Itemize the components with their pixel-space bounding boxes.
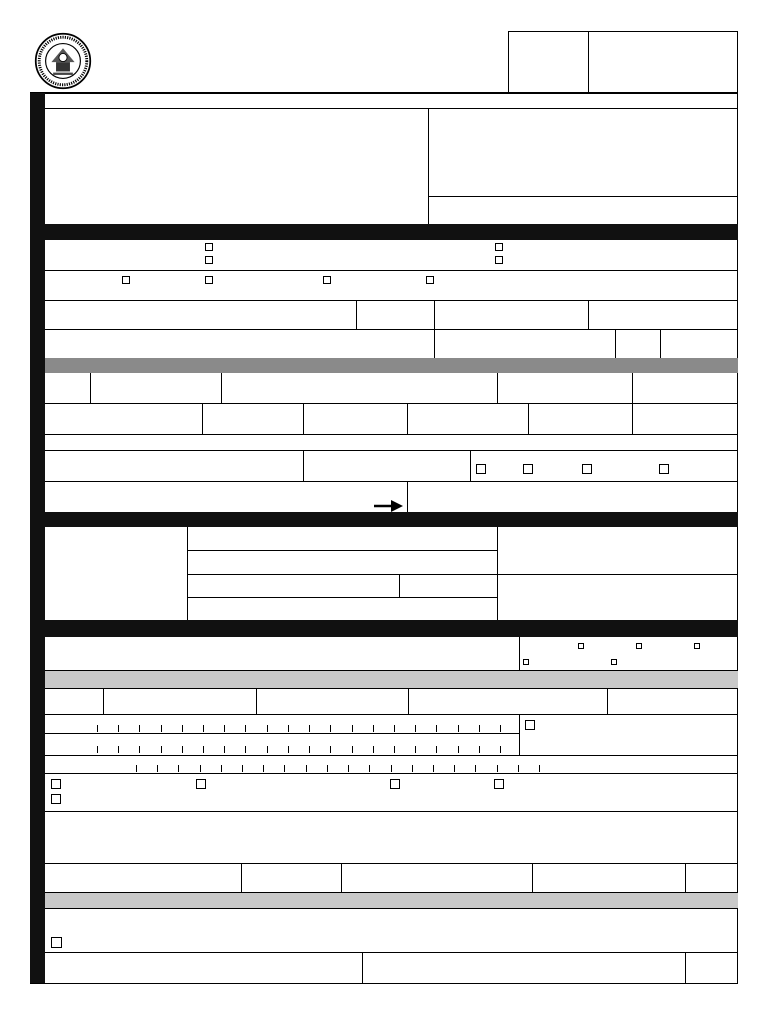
s2-rule-5 — [45, 434, 738, 435]
comb-tick — [245, 725, 246, 732]
s2-col — [303, 450, 304, 481]
checkbox[interactable] — [525, 720, 535, 730]
s1-rule-2 — [428, 196, 738, 197]
comb-tick — [157, 765, 158, 772]
s3-rule — [187, 550, 497, 551]
top-box-divider — [588, 31, 589, 93]
top-box-left — [508, 31, 509, 93]
s2-col — [407, 403, 408, 435]
comb-tick — [415, 746, 416, 753]
comb-tick — [263, 765, 264, 772]
s2-col — [588, 300, 589, 330]
s4-rule — [45, 811, 738, 812]
s4-col — [519, 714, 520, 755]
s2-col — [470, 450, 471, 481]
s2-col — [202, 403, 203, 435]
s4-col — [519, 637, 520, 671]
comb-tick — [327, 765, 328, 772]
s4-col — [685, 863, 686, 892]
comb-tick — [391, 765, 392, 772]
s4-rule — [45, 863, 738, 864]
s4-rule — [45, 755, 738, 756]
comb-tick — [97, 746, 98, 753]
checkbox[interactable] — [494, 779, 504, 789]
s4-col — [241, 863, 242, 892]
comb-tick — [454, 765, 455, 772]
s2-col — [615, 329, 616, 358]
s4-rule — [45, 733, 519, 734]
comb-tick — [369, 765, 370, 772]
comb-tick — [412, 765, 413, 772]
checkbox[interactable] — [476, 464, 486, 474]
comb-tick — [352, 725, 353, 732]
s4-col — [362, 952, 363, 984]
comb-tick — [267, 746, 268, 753]
top-box-right — [737, 31, 738, 93]
s4-col — [607, 689, 608, 714]
comb-tick — [161, 725, 162, 732]
comb-tick — [118, 746, 119, 753]
comb-tick — [245, 746, 246, 753]
checkbox[interactable] — [122, 276, 130, 284]
checkbox[interactable] — [636, 643, 642, 649]
top-box-top — [508, 31, 738, 32]
comb-tick — [500, 725, 501, 732]
comb-tick — [497, 765, 498, 772]
s2-col — [528, 403, 529, 435]
comb-tick — [373, 746, 374, 753]
comb-tick — [182, 725, 183, 732]
comb-tick — [458, 725, 459, 732]
s2-rule-7 — [45, 481, 738, 482]
comb-tick — [348, 765, 349, 772]
checkbox[interactable] — [390, 779, 400, 789]
comb-tick — [394, 725, 395, 732]
checkbox[interactable] — [205, 243, 213, 251]
s2-col — [221, 373, 222, 404]
s4-col — [532, 863, 533, 892]
s2-col — [632, 403, 633, 435]
comb-tick — [415, 725, 416, 732]
s2-rule-3 — [45, 329, 738, 330]
checkbox[interactable] — [51, 937, 62, 948]
checkbox[interactable] — [578, 643, 584, 649]
comb-tick — [394, 746, 395, 753]
comb-tick — [436, 746, 437, 753]
s4-col — [685, 952, 686, 984]
comb-tick — [436, 725, 437, 732]
comb-tick — [306, 765, 307, 772]
checkbox[interactable] — [51, 794, 61, 804]
s4-col — [408, 689, 409, 714]
checkbox[interactable] — [659, 464, 669, 474]
checkbox[interactable] — [426, 276, 434, 284]
checkbox[interactable] — [582, 464, 592, 474]
form-bottom-rule — [30, 983, 738, 984]
comb-tick — [139, 746, 140, 753]
comb-tick — [330, 746, 331, 753]
comb-tick — [309, 746, 310, 753]
comb-tick — [178, 765, 179, 772]
comb-tick — [500, 746, 501, 753]
s4-col — [341, 863, 342, 892]
comb-tick — [479, 746, 480, 753]
s3-col — [399, 574, 400, 597]
comb-tick — [221, 765, 222, 772]
s4-col — [256, 689, 257, 714]
comb-tick — [97, 725, 98, 732]
s3-rule — [187, 574, 738, 575]
comb-tick — [224, 725, 225, 732]
comb-tick — [309, 725, 310, 732]
s2-rule-1 — [45, 270, 738, 271]
comb-tick — [288, 725, 289, 732]
s4-light-subheader — [45, 670, 738, 689]
checkbox[interactable] — [523, 659, 529, 665]
comb-tick — [182, 746, 183, 753]
checkbox[interactable] — [51, 779, 61, 789]
comb-tick — [479, 725, 480, 732]
s4-rule — [45, 952, 738, 953]
s4-col — [103, 689, 104, 714]
checkbox[interactable] — [694, 643, 700, 649]
checkbox[interactable] — [495, 256, 503, 264]
checkbox[interactable] — [323, 276, 331, 284]
checkbox[interactable] — [205, 256, 213, 264]
s2-col — [90, 373, 91, 404]
state-seal-icon — [34, 32, 92, 90]
section-3-band — [30, 512, 738, 527]
checkbox[interactable] — [196, 779, 206, 789]
comb-tick — [288, 746, 289, 753]
s4-rule — [45, 773, 738, 774]
comb-tick — [118, 725, 119, 732]
comb-tick — [200, 765, 201, 772]
comb-tick — [267, 725, 268, 732]
s2-col — [407, 481, 408, 512]
s1-rule-1 — [45, 108, 738, 109]
comb-tick — [161, 746, 162, 753]
arrow-right-icon — [374, 499, 404, 513]
s2-rule-2 — [45, 300, 738, 301]
comb-tick — [539, 765, 540, 772]
checkbox[interactable] — [205, 276, 213, 284]
header-bottom-rule — [30, 92, 738, 94]
s1-divider — [428, 108, 429, 224]
comb-tick — [458, 746, 459, 753]
comb-tick — [475, 765, 476, 772]
s2-col — [497, 373, 498, 404]
comb-tick — [433, 765, 434, 772]
s2-dark-subheader — [45, 358, 738, 373]
s2-col — [356, 300, 357, 330]
checkbox[interactable] — [611, 659, 617, 665]
s4-light-subheader — [45, 892, 738, 909]
s2-col — [660, 329, 661, 358]
s2-col — [303, 403, 304, 435]
checkbox[interactable] — [523, 464, 533, 474]
comb-tick — [224, 746, 225, 753]
s2-rule-6 — [45, 450, 738, 451]
comb-tick — [284, 765, 285, 772]
section-4-band — [30, 620, 738, 637]
section-2-band — [30, 224, 738, 240]
comb-tick — [136, 765, 137, 772]
comb-tick — [203, 725, 204, 732]
comb-tick — [242, 765, 243, 772]
comb-tick — [330, 725, 331, 732]
comb-tick — [518, 765, 519, 772]
s3-rule — [187, 597, 497, 598]
comb-tick — [373, 725, 374, 732]
comb-tick — [139, 725, 140, 732]
comb-tick — [352, 746, 353, 753]
s2-rule-4 — [45, 403, 738, 404]
comb-tick — [203, 746, 204, 753]
s2-col — [632, 373, 633, 404]
checkbox[interactable] — [495, 243, 503, 251]
s4-rule — [45, 714, 738, 715]
